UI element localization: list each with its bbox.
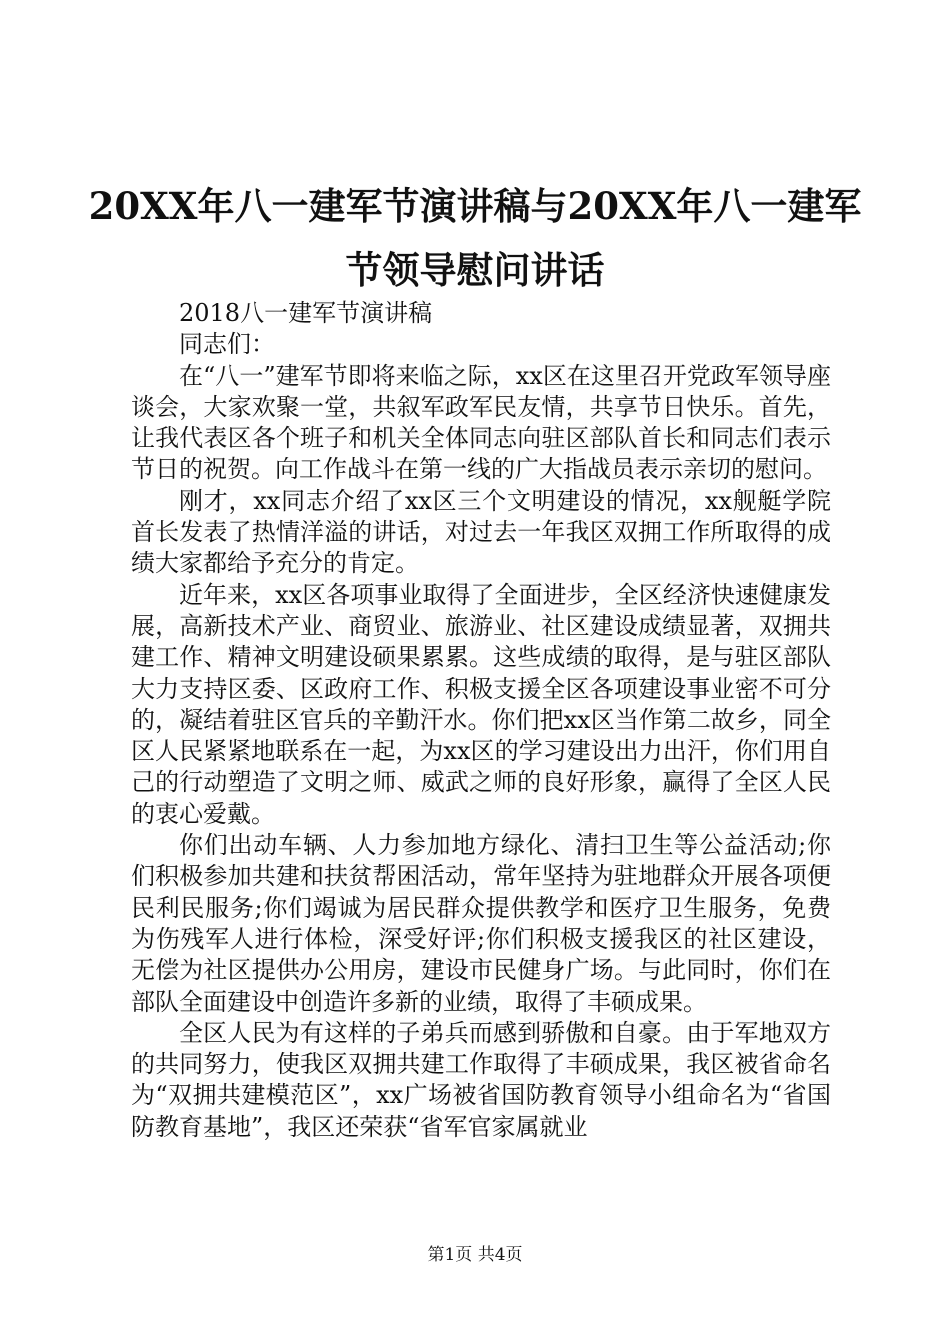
document-body <box>131 298 831 1143</box>
salutation: 同志们： <box>179 330 275 359</box>
document-subtitle: 2018八一建军节演讲稿 <box>179 299 433 327</box>
paragraph-5: 全区人民为有这样的子弟兵而感到骄傲和自豪。由于军地双方的共同努力，使我区双拥共建工作取得了丰硕成果，我区被省命名为“双拥共建模范区”，xx广场被省国防教育领导小组命名为“省国防教育基地”，我区还荣获“省军官家属就业 <box>131 1018 831 1141</box>
document-title-line-2: 节领导慰问讲话 <box>345 248 605 292</box>
paragraph-3: 近年来，xx区各项事业取得了全面进步，全区经济快速健康发展，高新技术产业、商贸业、旅游业、社区建设成绩显著，双拥共建工作、精神文明建设硕果累累。这些成绩的取得，是与驻区部队大力支持区委、区政府工作、积极支援全区各项建设事业密不可分的，凝结着驻区官兵的辛勤汗水。你们把xx区当作第二故乡，同全区人民紧紧地联系在一起，为xx区的学习建设出力出汗，你们用自己的行动塑造了文明之师、威武之师的良好形象，赢得了全区人民的衷心爱戴。 <box>131 580 831 828</box>
paragraph-2: 刚才，xx同志介绍了xx区三个文明建设的情况，xx舰艇学院首长发表了热情洋溢的讲话，对过去一年我区双拥工作所取得的成绩大家都给予充分的肯定。 <box>131 486 831 578</box>
document-title-line-1: 20XX年八一建军节演讲稿与20XX年八一建军 <box>88 184 862 228</box>
page-number: 第1页 共4页 <box>427 1245 523 1265</box>
paragraph-1: 在“八一”建军节即将来临之际，xx区在这里召开党政军领导座谈会，大家欢聚一堂，共叙军政军民友情，共享节日快乐。首先，让我代表区各个班子和机关全体同志向驻区部队首长和同志们表示节日的祝贺。向工作战斗在第一线的广大指战员表示亲切的慰问。 <box>131 361 831 484</box>
paragraph-4: 你们出动车辆、人力参加地方绿化、清扫卫生等公益活动;你们积极参加共建和扶贫帮困活动，常年坚持为驻地群众开展各项便民利民服务;你们竭诚为居民群众提供教学和医疗卫生服务，免费为伤残军人进行体检，深受好评;你们积极支援我区的社区建设，无偿为社区提供办公用房，建设市民健身广场。与此同时，你们在部队全面建设中创造许多新的业绩，取得了丰硕成果。 <box>131 831 831 1016</box>
page-footer <box>0 1245 950 1265</box>
